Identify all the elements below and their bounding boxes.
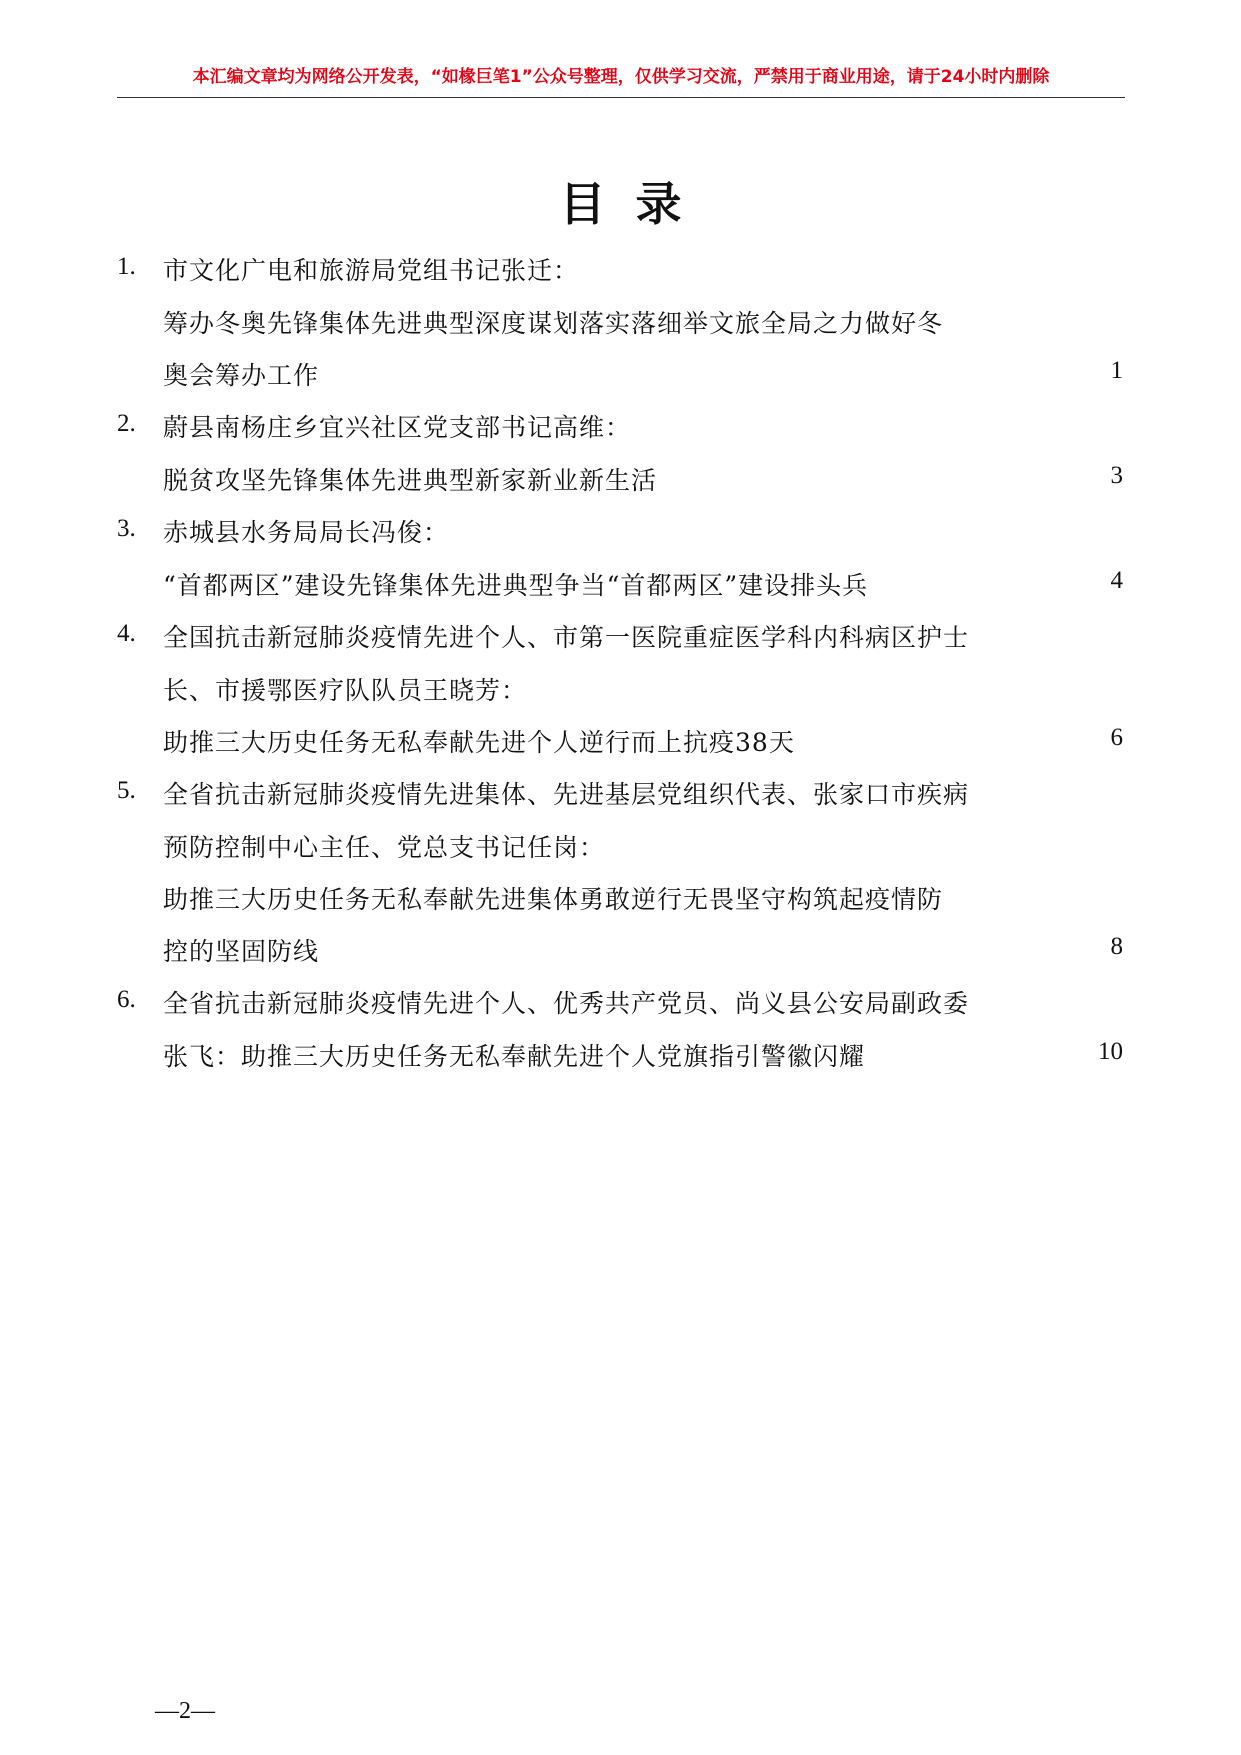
toc-entry-line: 蔚县南杨庄乡宜兴社区党支部书记高维：	[163, 413, 632, 442]
toc-entry-line: 全省抗击新冠肺炎疫情先进个人、优秀共产党员、尚义县公安局副政委	[163, 989, 970, 1018]
copyright-notice: 本汇编文章均为网络公开发表，“如椽巨笔1”公众号整理，仅供学习交流，严禁用于商业用途，请于24小时内删除	[192, 67, 1050, 87]
header-divider	[117, 97, 1125, 98]
toc-entry-line: 助推三大历史任务无私奉献先进个人逆行而上抗疫38天	[163, 728, 795, 757]
toc-entry-line: 助推三大历史任务无私奉献先进集体勇敢逆行无畏坚守构筑起疫情防	[163, 885, 944, 914]
toc-entry-page: 6	[1110, 724, 1123, 751]
page-number: —2—	[155, 1698, 215, 1724]
toc-entry-page: 10	[1098, 1038, 1123, 1065]
toc-entry-number: 4.	[117, 620, 136, 647]
toc-entry-line: 全国抗击新冠肺炎疫情先进个人、市第一医院重症医学科内科病区护士	[163, 623, 970, 652]
toc-entry-page: 8	[1110, 933, 1123, 960]
toc-entry-line: 长、市援鄂医疗队队员王晓芳：	[163, 676, 528, 705]
toc-entry-line: 控的坚固防线	[163, 937, 320, 966]
toc-entry-number: 5.	[117, 777, 136, 804]
toc-entry-page: 4	[1110, 567, 1123, 594]
toc-entry-line: 脱贫攻坚先锋集体先进典型新家新业新生活	[163, 466, 658, 495]
toc-entry-page: 1	[1110, 357, 1123, 384]
toc-entry-line: 全省抗击新冠肺炎疫情先进集体、先进基层党组织代表、张家口市疾病	[163, 780, 970, 809]
toc-entry-line: 预防控制中心主任、党总支书记任岗：	[163, 833, 606, 862]
toc-entry-line: 筹办冬奥先锋集体先进典型深度谋划落实落细举文旅全局之力做好冬	[163, 309, 944, 338]
toc-entry-line: 张飞：助推三大历史任务无私奉献先进个人党旗指引警徽闪耀	[163, 1042, 866, 1071]
toc-entry-line: “首都两区”建设先锋集体先进典型争当“首都两区”建设排头兵	[163, 571, 869, 600]
toc-entry-number: 2.	[117, 410, 136, 437]
toc-entry-number: 3.	[117, 515, 136, 542]
toc-entry-line: 市文化广电和旅游局党组书记张迁：	[163, 256, 580, 285]
page-title: 目录	[559, 177, 712, 231]
toc-entry-page: 3	[1110, 462, 1123, 489]
toc-entry-line: 奥会筹办工作	[163, 361, 320, 390]
toc-entry-line: 赤城县水务局局长冯俊：	[163, 518, 450, 547]
toc-entry-number: 6.	[117, 986, 136, 1013]
toc-entry-number: 1.	[117, 253, 136, 280]
